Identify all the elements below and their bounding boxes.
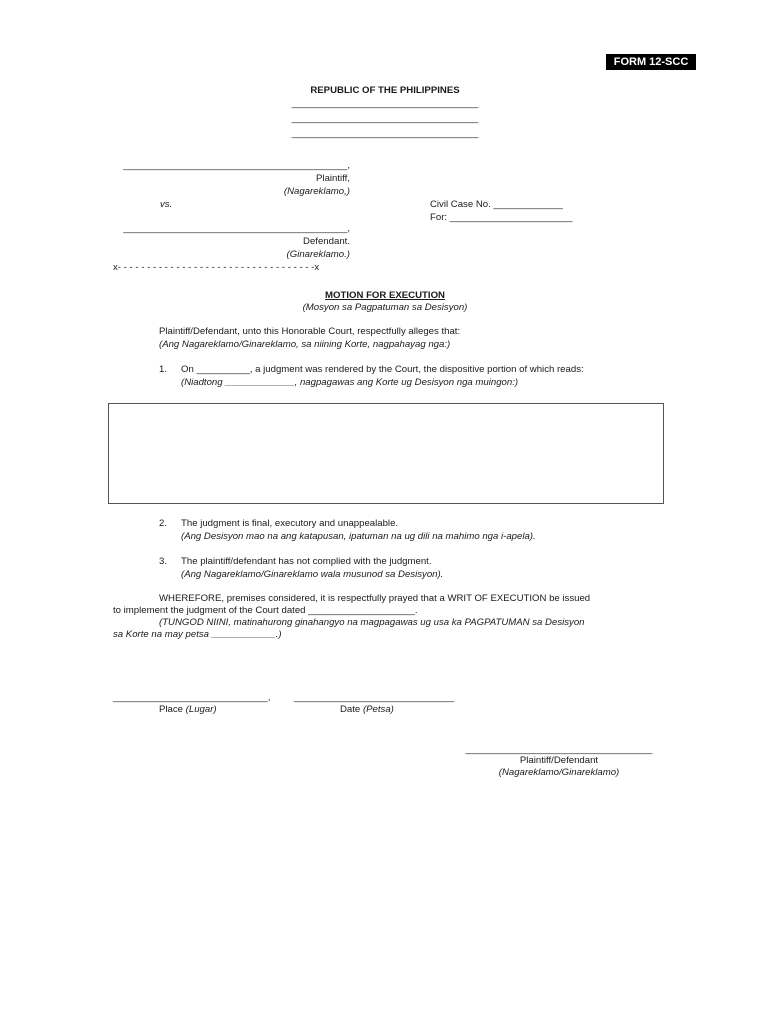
document-title: MOTION FOR EXECUTION [325, 290, 445, 301]
item-1-text-bisaya: (Niadtong _____________, nagpagawas ang Korte ug Desisyon nga muingon:) [181, 377, 519, 388]
item-1-text: On __________, a judgment was rendered by the Court, the dispositive portion of which reads: [181, 364, 584, 375]
place-label: Place (Lugar) [159, 704, 217, 715]
dispositive-portion-box [108, 403, 664, 504]
item-2-text: The judgment is final, executory and unappealable. [181, 518, 399, 529]
defendant-name-line: __________________________________________, [123, 223, 350, 234]
case-for-field: For: _______________________ [430, 212, 573, 223]
versus-label: vs. [160, 199, 173, 210]
form-number-badge: FORM 12-SCC [606, 54, 696, 70]
wherefore-line-1: WHEREFORE, premises considered, it is respectfully prayed that a WRIT OF EXECUTION be issued [159, 593, 591, 604]
wherefore-line-2: to implement the judgment of the Court dated ____________________. [113, 605, 418, 616]
plaintiff-name-line: __________________________________________, [123, 160, 350, 171]
wherefore-bisaya-line-1: (TUNGOD NIINI, matinahurong ginahangyo na magpagawas ug usa ka PAGPATUMAN sa Desisyon [159, 617, 585, 628]
intro-text-bisaya: (Ang Nagareklamo/Ginareklamo, sa niining Korte, nagpahayag nga:) [159, 339, 451, 350]
date-line: ______________________________ [294, 692, 455, 703]
place-line: _____________________________, [113, 692, 271, 703]
intro-text: Plaintiff/Defendant, unto this Honorable Court, respectfully alleges that: [159, 326, 461, 337]
caption-separator: x- - - - - - - - - - - - - - - - - - - - - - - - - - - - - - - - - -x [113, 262, 320, 273]
defendant-label: Defendant. [303, 236, 350, 247]
item-2-number: 2. [159, 518, 168, 529]
court-line-3: ___________________________________ [291, 128, 479, 139]
plaintiff-label: Plaintiff, [316, 173, 350, 184]
plaintiff-bisaya-label: (Nagareklamo,) [283, 186, 350, 197]
date-label: Date (Petsa) [340, 704, 394, 715]
court-line-1: ___________________________________ [291, 98, 479, 109]
civil-case-number: Civil Case No. _____________ [430, 199, 563, 210]
item-3-text-bisaya: (Ang Nagareklamo/Ginareklamo wala musunod sa Desisyon). [181, 569, 444, 580]
document-title-bisaya: (Mosyon sa Pagpatuman sa Desisyon) [302, 302, 468, 313]
item-1-number: 1. [159, 364, 168, 375]
item-3-text: The plaintiff/defendant has not complied with the judgment. [181, 556, 432, 567]
signature-label-bisaya: (Nagareklamo/Ginareklamo) [498, 767, 620, 778]
defendant-bisaya-label: (Ginareklamo.) [286, 249, 350, 260]
republic-heading: REPUBLIC OF THE PHILIPPINES [310, 85, 460, 96]
wherefore-bisaya-line-2: sa Korte na may petsa ____________.) [113, 629, 282, 640]
signature-label: Plaintiff/Defendant [519, 755, 599, 766]
item-3-number: 3. [159, 556, 168, 567]
court-line-2: ___________________________________ [291, 113, 479, 124]
item-2-text-bisaya: (Ang Desisyon mao na ang katapusan, ipatuman na ug dili na mahimo nga i-apela). [181, 531, 536, 542]
signature-line: ___________________________________ [465, 744, 653, 755]
